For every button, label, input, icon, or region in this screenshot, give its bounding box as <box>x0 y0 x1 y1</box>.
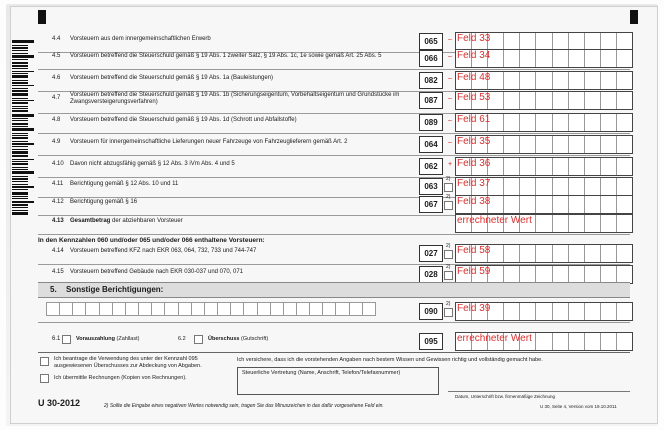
sign-checkbox[interactable] <box>444 201 453 210</box>
kennzahl-box: 066 <box>419 50 443 67</box>
row-number: 4.14 <box>52 248 64 254</box>
signature-line[interactable] <box>448 391 630 392</box>
form-row <box>38 47 630 70</box>
representative-label: Steuerliche Vertretung (Name, Anschrift, Telefon/Telefaxnummer) <box>242 370 401 376</box>
row-number: 4.6 <box>52 75 61 81</box>
field-marker: Feld 33 <box>457 33 491 44</box>
field-marker: Feld 48 <box>457 72 491 83</box>
sign-checkbox[interactable] <box>444 308 453 317</box>
option-number: 6.2 <box>178 336 186 342</box>
row-description: Vorsteuern für innergemeinschaftliche Lieferungen neuer Fahrzeuge von Fahrzeuglieferern gemäß Art. 2 <box>70 139 348 145</box>
ueberschuss-checkbox[interactable] <box>194 335 203 344</box>
corner-mark-left <box>38 10 46 24</box>
field-marker: Feld 59 <box>457 266 491 277</box>
text-entry-cells[interactable] <box>46 302 376 316</box>
row-description: Davon nicht abzugsfähig gemäß § 12 Abs. 3 iVm Abs. 4 und 5 <box>70 161 235 167</box>
row-description: Berichtigung gemäß § 16 <box>70 199 138 205</box>
section-5-header <box>38 282 630 298</box>
kennzahl-box: 028 <box>419 266 443 283</box>
page-info: U 30, Seite 4, Version vom 19.10.2011 <box>540 404 617 409</box>
kennzahl-box: 095 <box>419 333 443 350</box>
row-section5 <box>38 300 630 323</box>
kennzahl-box: 090 <box>419 303 443 320</box>
total-label: Gesamtbetrag <box>70 218 111 224</box>
sub-heading: In den Kennzahlen 060 und/oder 065 und/oder 066 enthaltene Vorsteuern: <box>38 237 265 244</box>
field-marker: Feld 35 <box>457 136 491 147</box>
row-number: 4.15 <box>52 269 64 275</box>
vorauszahlung-checkbox[interactable] <box>62 335 71 344</box>
representative-box[interactable] <box>237 367 439 395</box>
sign-checkbox[interactable] <box>444 183 453 192</box>
barcode-icon <box>12 40 34 272</box>
opt1-note: (Zahllast) <box>116 336 140 342</box>
sign-checkbox[interactable] <box>444 250 453 259</box>
row-description: Vorsteuern betreffend die Steuerschuld gemäß § 19 Abs. 1 zweiter Satz, § 19 Abs. 1c, 1e sowie gemäß Art. 25 Abs. 5 <box>70 53 382 59</box>
footnote-text: 2) Sollte die Eingabe eines negativen Wertes notwendig sein, tragen Sie das Minuszeichen in das dafür vorgesehene Feld ein. <box>104 403 384 409</box>
field-marker: errechneter Wert <box>457 215 532 226</box>
form-id: U 30-2012 <box>38 398 81 408</box>
kennzahl-box: 089 <box>419 114 443 131</box>
option-number: 6.1 <box>52 336 61 342</box>
row-description: Vorsteuern betreffend die Steuerschuld gemäß § 19 Abs. 1b (Sicherungseigentum, Vorbehaltseigentum und Grundstücke im Zwangsversteigerungsverfahren) <box>70 92 400 105</box>
row-total <box>38 212 630 235</box>
kennzahl-box: 027 <box>419 245 443 262</box>
form-row <box>38 242 630 265</box>
vorauszahlung-label <box>76 336 139 343</box>
sign-indicator: – <box>448 53 452 60</box>
row-description: Vorsteuern aus dem innergemeinschaftlichen Erwerb <box>70 36 211 42</box>
kennzahl-box: 065 <box>419 33 443 50</box>
send-invoices-label: Ich übermittle Rechnungen (Kopien von Rechnungen). <box>54 375 187 381</box>
form-row <box>38 133 630 156</box>
field-marker: Feld 61 <box>457 114 491 125</box>
row-description: Vorsteuern betreffend Gebäude nach EKR 030-037 und 070, 071 <box>70 269 244 275</box>
send-invoices-checkbox[interactable] <box>40 374 49 383</box>
row-number: 4.9 <box>52 139 61 145</box>
footnote-marker: 2) <box>446 176 451 182</box>
section-title: Sonstige Berichtigungen: <box>66 285 164 294</box>
field-marker: Feld 39 <box>457 303 491 314</box>
opt2-note: (Gutschrift) <box>241 336 269 342</box>
row-number: 4.4 <box>52 36 61 42</box>
section-number: 5. <box>50 285 57 294</box>
declaration-text: Ich versichere, dass ich die vorstehenden Angaben nach bestem Wissen und Gewissen richtig und vollständig gemacht habe. <box>237 357 543 363</box>
kennzahl-box: 087 <box>419 92 443 109</box>
kennzahl-box: 067 <box>419 196 443 213</box>
row-number: 4.7 <box>52 95 61 101</box>
row-description: Vorsteuern betreffend die Steuerschuld gemäß § 19 Abs. 1d (Schrott und Abfallstoffe) <box>70 117 297 123</box>
field-marker: errechneter Wert <box>457 333 532 344</box>
opt2-label: Überschuss <box>208 336 240 342</box>
sign-indicator: – <box>448 117 452 124</box>
row-number: 4.13 <box>52 218 64 224</box>
form-row <box>38 111 630 134</box>
use-surplus-label: Ich beantrage die Verwendung des unter der Kennzahl 095 ausgewiesenen Überschusses zur Abdeckung von Abgaben. <box>54 356 202 369</box>
row-description: Vorsteuern betreffend KFZ nach EKR 063, 064, 732, 733 und 744-747 <box>70 248 257 254</box>
field-marker: Feld 38 <box>457 196 491 207</box>
use-surplus-checkbox[interactable] <box>40 357 49 366</box>
kennzahl-box: 064 <box>419 136 443 153</box>
row-result <box>38 328 630 353</box>
row-number: 4.12 <box>52 199 64 205</box>
footnote-marker: 2) <box>446 243 451 249</box>
row-description: Berichtigung gemäß § 12 Abs. 10 und 11 <box>70 181 179 187</box>
field-marker: Feld 53 <box>457 92 491 103</box>
row-description: Vorsteuern betreffend die Steuerschuld gemäß § 19 Abs. 1a (Bauleistungen) <box>70 75 274 81</box>
sign-indicator: – <box>448 95 452 102</box>
total-desc: der abziehbaren Vorsteuer <box>112 218 183 224</box>
kennzahl-box: 062 <box>419 158 443 175</box>
kennzahl-box: 063 <box>419 178 443 195</box>
field-marker: Feld 36 <box>457 158 491 169</box>
opt1-label: Vorauszahlung <box>76 336 116 342</box>
row-number: 4.5 <box>52 53 61 59</box>
footnote-marker: 2) <box>446 264 451 270</box>
sign-indicator: – <box>448 36 452 43</box>
row-number: 4.8 <box>52 117 61 123</box>
ueberschuss-label <box>208 336 268 343</box>
footnote-marker: 2) <box>446 301 451 307</box>
footnote-marker: 2) <box>446 194 451 200</box>
sign-indicator: + <box>448 161 453 168</box>
row-number: 4.11 <box>52 181 64 187</box>
signature-label: Datum, Unterschrift bzw. firmenmäßige Zeichnung <box>455 394 556 399</box>
field-marker: Feld 37 <box>457 178 491 189</box>
sign-indicator: – <box>448 139 452 146</box>
sign-indicator: – <box>448 75 452 82</box>
row-description <box>70 218 440 225</box>
kennzahl-box: 082 <box>419 72 443 89</box>
field-marker: Feld 34 <box>457 50 491 61</box>
sign-checkbox[interactable] <box>444 271 453 280</box>
field-marker: Feld 58 <box>457 245 491 256</box>
row-number: 4.10 <box>52 161 64 167</box>
corner-mark-right <box>630 10 638 24</box>
